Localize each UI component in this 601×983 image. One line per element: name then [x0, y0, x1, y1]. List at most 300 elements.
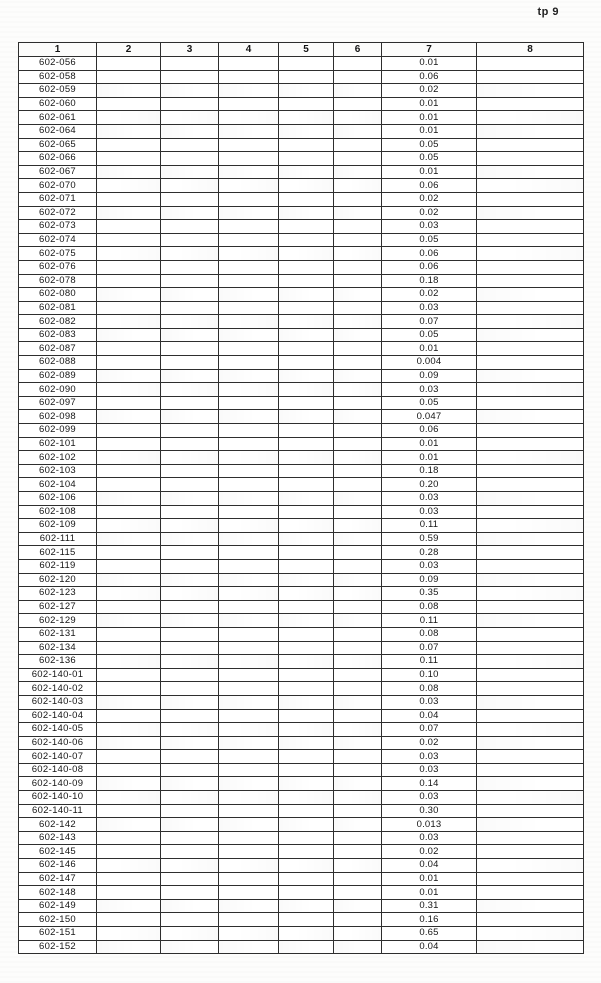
empty-cell [279, 559, 334, 573]
code-cell: 602-136 [19, 655, 97, 669]
code-cell: 602-097 [19, 396, 97, 410]
code-cell: 602-089 [19, 369, 97, 383]
empty-cell [477, 57, 584, 71]
empty-cell [97, 859, 161, 873]
empty-cell [161, 668, 219, 682]
value-cell: 0.04 [382, 709, 477, 723]
table-row [19, 260, 584, 274]
empty-cell [219, 682, 279, 696]
empty-cell [334, 192, 382, 206]
empty-cell [161, 124, 219, 138]
value-cell: 0.06 [382, 247, 477, 261]
value-cell: 0.03 [382, 220, 477, 234]
value-cell: 0.013 [382, 818, 477, 832]
empty-cell [279, 274, 334, 288]
table-row [19, 682, 584, 696]
empty-cell [97, 899, 161, 913]
empty-cell [477, 492, 584, 506]
empty-cell [334, 682, 382, 696]
empty-cell [219, 532, 279, 546]
empty-cell [161, 315, 219, 329]
empty-cell [477, 111, 584, 125]
code-cell: 602-142 [19, 818, 97, 832]
empty-cell [219, 777, 279, 791]
empty-cell [279, 464, 334, 478]
empty-cell [334, 356, 382, 370]
empty-cell [97, 777, 161, 791]
empty-cell [279, 927, 334, 941]
empty-cell [279, 845, 334, 859]
table-row [19, 301, 584, 315]
empty-cell [219, 328, 279, 342]
value-cell: 0.03 [382, 695, 477, 709]
empty-cell [279, 220, 334, 234]
value-cell: 0.35 [382, 587, 477, 601]
empty-cell [279, 859, 334, 873]
empty-cell [219, 369, 279, 383]
value-cell: 0.05 [382, 396, 477, 410]
empty-cell [97, 791, 161, 805]
value-cell: 0.01 [382, 437, 477, 451]
empty-cell [334, 763, 382, 777]
empty-cell [219, 913, 279, 927]
empty-cell [161, 709, 219, 723]
empty-cell [161, 559, 219, 573]
empty-cell [477, 315, 584, 329]
empty-cell [161, 600, 219, 614]
code-cell: 602-072 [19, 206, 97, 220]
empty-cell [334, 315, 382, 329]
table-row [19, 831, 584, 845]
empty-cell [161, 859, 219, 873]
empty-cell [334, 777, 382, 791]
empty-cell [334, 913, 382, 927]
empty-cell [334, 328, 382, 342]
value-cell: 0.04 [382, 940, 477, 954]
code-cell: 602-111 [19, 532, 97, 546]
table-row [19, 791, 584, 805]
empty-cell [97, 668, 161, 682]
code-cell: 602-070 [19, 179, 97, 193]
empty-cell [477, 627, 584, 641]
empty-cell [97, 559, 161, 573]
empty-cell [477, 736, 584, 750]
table-row [19, 845, 584, 859]
empty-cell [219, 927, 279, 941]
value-cell: 0.004 [382, 356, 477, 370]
empty-cell [279, 410, 334, 424]
empty-cell [161, 573, 219, 587]
empty-cell [334, 695, 382, 709]
code-cell: 602-149 [19, 899, 97, 913]
empty-cell [97, 274, 161, 288]
empty-cell [279, 424, 334, 438]
table-row [19, 70, 584, 84]
code-cell: 602-148 [19, 886, 97, 900]
empty-cell [477, 410, 584, 424]
empty-cell [334, 641, 382, 655]
empty-cell [219, 627, 279, 641]
empty-cell [477, 655, 584, 669]
empty-cell [334, 301, 382, 315]
value-cell: 0.05 [382, 152, 477, 166]
code-cell: 602-090 [19, 383, 97, 397]
empty-cell [279, 532, 334, 546]
empty-cell [279, 192, 334, 206]
value-cell: 0.11 [382, 655, 477, 669]
empty-cell [477, 179, 584, 193]
table-row [19, 899, 584, 913]
empty-cell [334, 818, 382, 832]
empty-cell [97, 627, 161, 641]
empty-cell [161, 424, 219, 438]
code-cell: 602-080 [19, 288, 97, 302]
empty-cell [334, 899, 382, 913]
value-cell: 0.07 [382, 315, 477, 329]
empty-cell [279, 600, 334, 614]
code-cell: 602-088 [19, 356, 97, 370]
empty-cell [334, 342, 382, 356]
empty-cell [334, 872, 382, 886]
table-row [19, 233, 584, 247]
empty-cell [477, 247, 584, 261]
empty-cell [219, 655, 279, 669]
empty-cell [161, 614, 219, 628]
empty-cell [219, 845, 279, 859]
empty-cell [219, 723, 279, 737]
code-cell: 602-058 [19, 70, 97, 84]
empty-cell [477, 356, 584, 370]
empty-cell [97, 369, 161, 383]
code-cell: 602-109 [19, 519, 97, 533]
empty-cell [161, 179, 219, 193]
code-cell: 602-147 [19, 872, 97, 886]
table-header-row [19, 43, 584, 57]
code-cell: 602-140-08 [19, 763, 97, 777]
table-row [19, 655, 584, 669]
table-row [19, 124, 584, 138]
empty-cell [97, 233, 161, 247]
empty-cell [219, 831, 279, 845]
empty-cell [334, 723, 382, 737]
code-cell: 602-102 [19, 451, 97, 465]
table-row [19, 410, 584, 424]
empty-cell [477, 70, 584, 84]
data-table [18, 42, 584, 954]
empty-cell [279, 57, 334, 71]
empty-cell [219, 274, 279, 288]
empty-cell [219, 247, 279, 261]
empty-cell [97, 396, 161, 410]
empty-cell [161, 791, 219, 805]
empty-cell [279, 940, 334, 954]
empty-cell [477, 791, 584, 805]
empty-cell [477, 845, 584, 859]
value-cell: 0.05 [382, 138, 477, 152]
empty-cell [97, 424, 161, 438]
column-header: 2 [97, 43, 161, 57]
empty-cell [279, 736, 334, 750]
code-cell: 602-059 [19, 84, 97, 98]
empty-cell [279, 124, 334, 138]
table-row [19, 424, 584, 438]
empty-cell [219, 492, 279, 506]
code-cell: 602-087 [19, 342, 97, 356]
empty-cell [279, 97, 334, 111]
empty-cell [334, 97, 382, 111]
value-cell: 0.09 [382, 369, 477, 383]
empty-cell [334, 138, 382, 152]
empty-cell [219, 519, 279, 533]
code-cell: 602-140-06 [19, 736, 97, 750]
empty-cell [161, 763, 219, 777]
table-row [19, 818, 584, 832]
value-cell: 0.05 [382, 233, 477, 247]
empty-cell [279, 519, 334, 533]
empty-cell [219, 899, 279, 913]
empty-cell [477, 152, 584, 166]
code-cell: 602-145 [19, 845, 97, 859]
empty-cell [97, 247, 161, 261]
value-cell: 0.01 [382, 111, 477, 125]
code-cell: 602-060 [19, 97, 97, 111]
code-cell: 602-061 [19, 111, 97, 125]
table-row [19, 206, 584, 220]
empty-cell [477, 383, 584, 397]
empty-cell [477, 831, 584, 845]
column-header: 8 [477, 43, 584, 57]
empty-cell [477, 288, 584, 302]
table-row [19, 192, 584, 206]
empty-cell [477, 206, 584, 220]
table-row [19, 641, 584, 655]
empty-cell [97, 315, 161, 329]
code-cell: 602-065 [19, 138, 97, 152]
empty-cell [279, 777, 334, 791]
table-row [19, 247, 584, 261]
table-row [19, 492, 584, 506]
code-cell: 602-140-11 [19, 804, 97, 818]
empty-cell [97, 206, 161, 220]
empty-cell [334, 396, 382, 410]
table-row [19, 179, 584, 193]
empty-cell [161, 736, 219, 750]
empty-cell [219, 451, 279, 465]
value-cell: 0.04 [382, 859, 477, 873]
empty-cell [161, 84, 219, 98]
value-cell: 0.03 [382, 791, 477, 805]
empty-cell [219, 424, 279, 438]
empty-cell [97, 736, 161, 750]
empty-cell [161, 546, 219, 560]
empty-cell [161, 927, 219, 941]
value-cell: 0.65 [382, 927, 477, 941]
code-cell: 602-104 [19, 478, 97, 492]
empty-cell [219, 559, 279, 573]
value-cell: 0.01 [382, 872, 477, 886]
empty-cell [334, 831, 382, 845]
empty-cell [279, 478, 334, 492]
value-cell: 0.03 [382, 492, 477, 506]
empty-cell [219, 410, 279, 424]
empty-cell [161, 138, 219, 152]
empty-cell [334, 804, 382, 818]
empty-cell [97, 505, 161, 519]
value-cell: 0.01 [382, 97, 477, 111]
table-row [19, 736, 584, 750]
table-row [19, 288, 584, 302]
empty-cell [161, 356, 219, 370]
empty-cell [97, 695, 161, 709]
table-row [19, 614, 584, 628]
empty-cell [334, 220, 382, 234]
empty-cell [97, 220, 161, 234]
table-row [19, 274, 584, 288]
empty-cell [477, 260, 584, 274]
empty-cell [97, 70, 161, 84]
code-cell: 602-115 [19, 546, 97, 560]
empty-cell [161, 492, 219, 506]
column-header: 1 [19, 43, 97, 57]
empty-cell [279, 641, 334, 655]
column-header: 4 [219, 43, 279, 57]
code-cell: 602-106 [19, 492, 97, 506]
empty-cell [334, 791, 382, 805]
code-cell: 602-140-02 [19, 682, 97, 696]
empty-cell [279, 546, 334, 560]
table-row [19, 709, 584, 723]
empty-cell [334, 233, 382, 247]
empty-cell [97, 328, 161, 342]
empty-cell [279, 301, 334, 315]
code-cell: 602-131 [19, 627, 97, 641]
empty-cell [219, 872, 279, 886]
empty-cell [334, 505, 382, 519]
empty-cell [97, 655, 161, 669]
empty-cell [219, 587, 279, 601]
empty-cell [334, 736, 382, 750]
value-cell: 0.02 [382, 288, 477, 302]
table-row [19, 695, 584, 709]
empty-cell [477, 614, 584, 628]
empty-cell [279, 587, 334, 601]
empty-cell [477, 369, 584, 383]
empty-cell [477, 804, 584, 818]
empty-cell [97, 546, 161, 560]
empty-cell [279, 791, 334, 805]
column-header: 5 [279, 43, 334, 57]
empty-cell [161, 301, 219, 315]
empty-cell [279, 899, 334, 913]
table-row [19, 519, 584, 533]
table-row [19, 750, 584, 764]
empty-cell [97, 641, 161, 655]
empty-cell [161, 627, 219, 641]
empty-cell [161, 410, 219, 424]
value-cell: 0.03 [382, 831, 477, 845]
empty-cell [477, 328, 584, 342]
table-row [19, 886, 584, 900]
empty-cell [219, 695, 279, 709]
empty-cell [97, 138, 161, 152]
empty-cell [477, 165, 584, 179]
empty-cell [219, 233, 279, 247]
empty-cell [97, 356, 161, 370]
empty-cell [279, 695, 334, 709]
code-cell: 602-152 [19, 940, 97, 954]
empty-cell [97, 763, 161, 777]
empty-cell [477, 342, 584, 356]
table-row [19, 940, 584, 954]
empty-cell [161, 111, 219, 125]
empty-cell [334, 464, 382, 478]
empty-cell [219, 179, 279, 193]
empty-cell [334, 437, 382, 451]
empty-cell [97, 464, 161, 478]
code-cell: 602-143 [19, 831, 97, 845]
table-row [19, 927, 584, 941]
empty-cell [161, 845, 219, 859]
value-cell: 0.02 [382, 84, 477, 98]
empty-cell [477, 124, 584, 138]
empty-cell [279, 315, 334, 329]
empty-cell [161, 532, 219, 546]
empty-cell [279, 247, 334, 261]
code-cell: 602-146 [19, 859, 97, 873]
value-cell: 0.05 [382, 328, 477, 342]
column-header: 6 [334, 43, 382, 57]
empty-cell [161, 152, 219, 166]
value-cell: 0.18 [382, 464, 477, 478]
empty-cell [97, 573, 161, 587]
empty-cell [97, 84, 161, 98]
empty-cell [477, 451, 584, 465]
table-row [19, 220, 584, 234]
table-row [19, 600, 584, 614]
table-row [19, 84, 584, 98]
empty-cell [219, 614, 279, 628]
empty-cell [97, 301, 161, 315]
table-row [19, 315, 584, 329]
empty-cell [477, 437, 584, 451]
code-cell: 602-066 [19, 152, 97, 166]
empty-cell [334, 288, 382, 302]
empty-cell [334, 614, 382, 628]
empty-cell [334, 383, 382, 397]
empty-cell [279, 451, 334, 465]
empty-cell [219, 111, 279, 125]
empty-cell [161, 804, 219, 818]
empty-cell [477, 233, 584, 247]
empty-cell [161, 233, 219, 247]
empty-cell [334, 410, 382, 424]
empty-cell [219, 152, 279, 166]
empty-cell [97, 831, 161, 845]
empty-cell [477, 600, 584, 614]
empty-cell [334, 559, 382, 573]
empty-cell [477, 478, 584, 492]
empty-cell [279, 818, 334, 832]
code-cell: 602-078 [19, 274, 97, 288]
empty-cell [334, 886, 382, 900]
empty-cell [97, 111, 161, 125]
table-row [19, 723, 584, 737]
value-cell: 0.02 [382, 206, 477, 220]
empty-cell [161, 260, 219, 274]
empty-cell [477, 274, 584, 288]
empty-cell [477, 532, 584, 546]
empty-cell [477, 424, 584, 438]
